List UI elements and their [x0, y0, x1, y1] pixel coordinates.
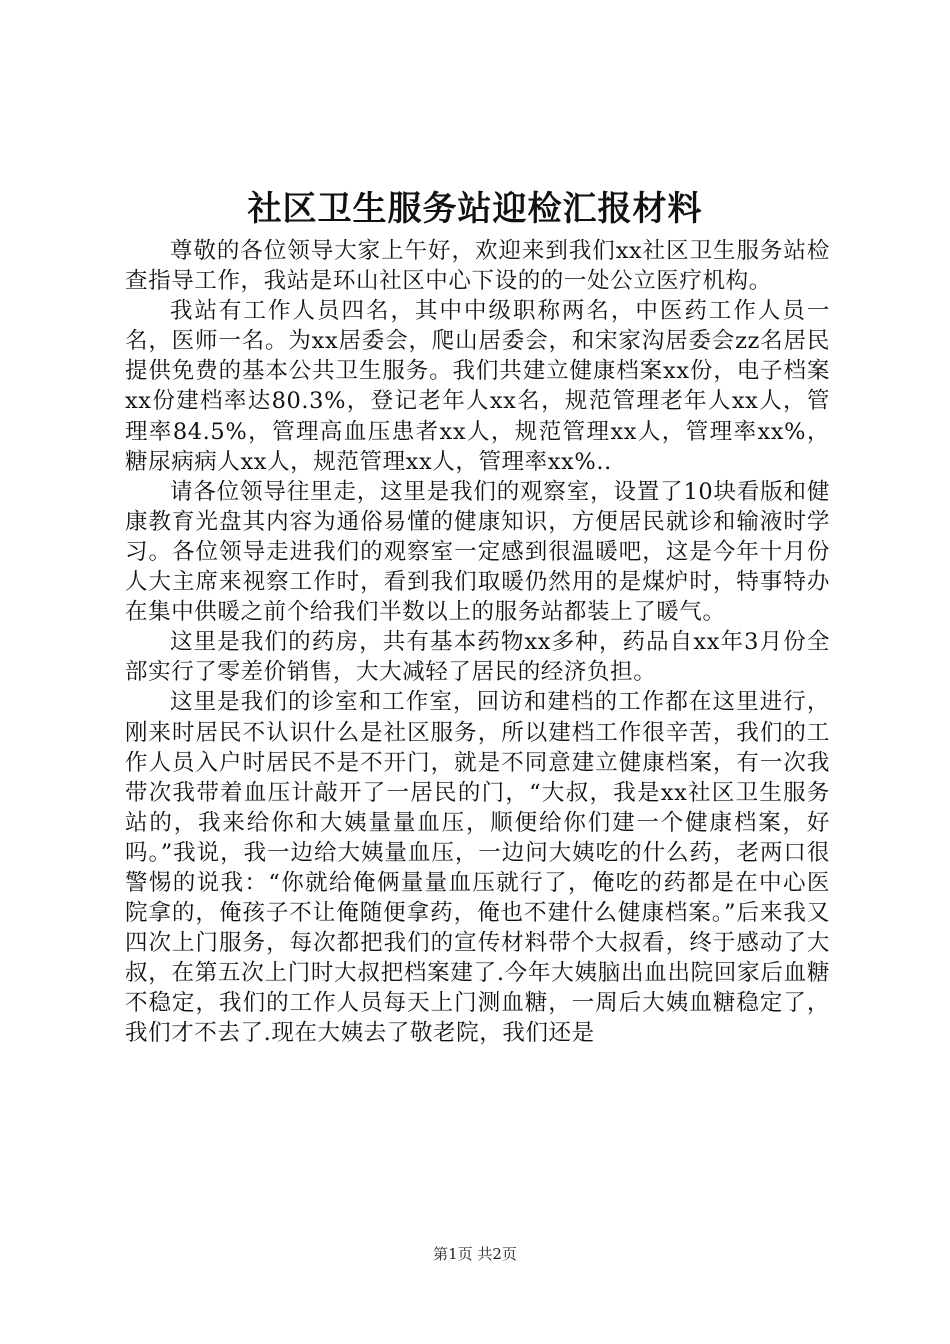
paragraph-pharmacy: 这里是我们的药房，共有基本药物xx多种，药品自xx年3月份全部实行了零差价销售，大大减轻了居民的经济负担。 — [125, 629, 830, 686]
document-title: 社区卫生服务站迎检汇报材料 — [247, 189, 703, 229]
paragraph-clinic-story: 这里是我们的诊室和工作室，回访和建档的工作都在这里进行，刚来时居民不认识什么是社区服务，所以建档工作很辛苦，我们的工作人员入户时居民不是不开门，就是不同意建立健康档案，有一次我带次我带着血压计敲开了一居民的门，“大叔，我是xx社区卫生服务站的，我来给你和大姨量量血压，顺便给你们建一个健康档案，好吗。”我说，我一边给大姨量血压，一边问大姨吃的什么药，老两口很警惕的说我：“你就给俺俩量量血压就行了，俺吃的药都是在中心医院拿的，俺孩子不让俺随便拿药，俺也不建什么健康档案。”后来我又四次上门服务，每次都把我们的宣传材料带个大叔看，终于感动了大叔，在第五次上门时大叔把档案建了.今年大姨脑出血出院回家后血糖不稳定，我们的工作人员每天上门测血糖，一周后大姨血糖稳定了，我们才不去了.现在大姨去了敬老院，我们还是 — [125, 689, 830, 1047]
paragraph-staff-statistics: 我站有工作人员四名，其中中级职称两名，中医药工作人员一名，医师一名。为xx居委会，爬山居委会，和宋家沟居委会zz名居民提供免费的基本公共卫生服务。我们共建立健康档案xx份，电子档案xx份建档率达80.3%，登记老年人xx名，规范管理老年人xx人，管理率84.5%，管理高血压患者xx人，规范管理xx人，管理率xx%，糖尿病病人xx人，规范管理xx人，管理率xx%.. — [125, 298, 830, 475]
paragraph-observation-room: 请各位领导往里走，这里是我们的观察室，设置了10块看版和健康教育光盘其内容为通俗易懂的健康知识，方便居民就诊和输液时学习。各位领导走进我们的观察室一定感到很温暖吧，这是今年十月份人大主席来视察工作时，看到我们取暖仍然用的是煤炉时，特事特办在集中供暖之前个给我们半数以上的服务站都装上了暖气。 — [125, 478, 830, 626]
page-number: 第1页 共2页 — [433, 1245, 517, 1263]
paragraph-greeting: 尊敬的各位领导大家上午好，欢迎来到我们xx社区卫生服务站检查指导工作，我站是环山社区中心下设的的一处公立医疗机构。 — [125, 238, 830, 295]
document-body — [125, 236, 830, 1049]
